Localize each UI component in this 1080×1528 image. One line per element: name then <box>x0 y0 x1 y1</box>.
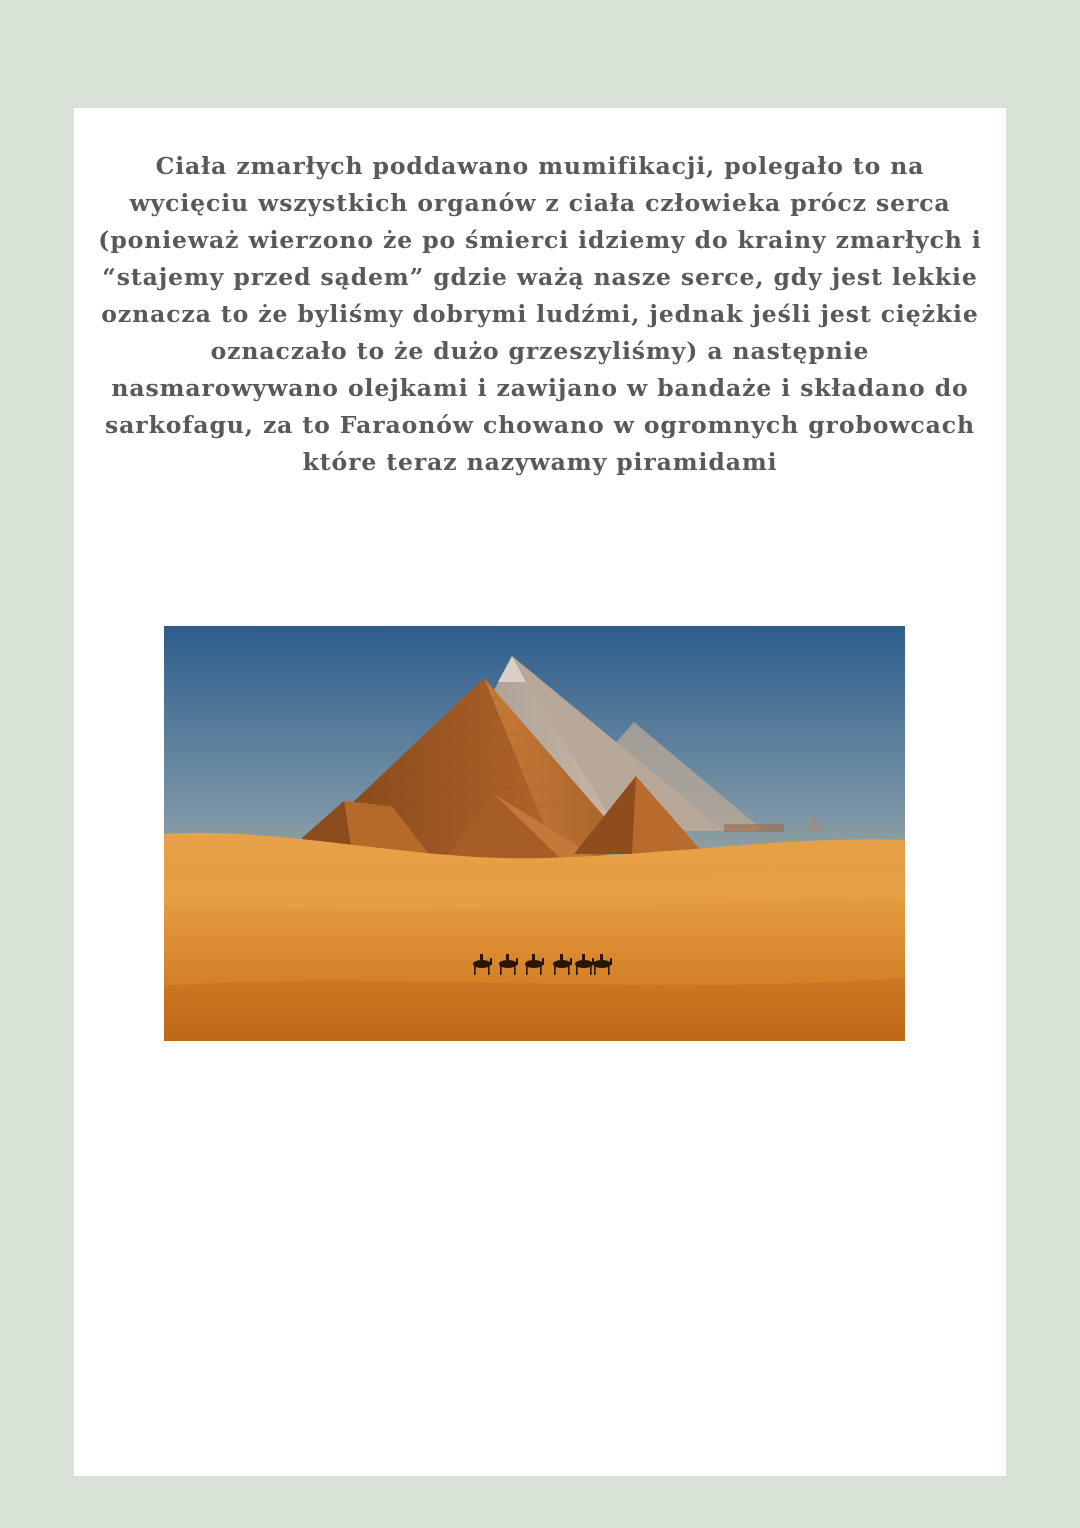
pyramids-photo <box>164 626 905 1041</box>
sand-foreground-shadow <box>164 978 905 1041</box>
distant-ruins <box>724 824 784 832</box>
document-sheet <box>74 108 1006 1476</box>
body-paragraph: Ciała zmarłych poddawano mumifikacji, polegało to na wycięciu wszystkich organów z ciała człowieka prócz serca (ponieważ wierzono że po śmierci idziemy do krainy zmarłych i “stajemy przed sądem” gdzie ważą nasze serce, gdy jest lekkie oznacza to że byliśmy dobrymi ludźmi, jednak jeśli jest ciężkie oznaczało to że dużo grzeszyliśmy) a następnie nasmarowywano olejkami i zawijano w bandaże i składano do sarkofagu, za to Faraonów chowano w ogromnych grobowcach które teraz nazywamy piramidami <box>98 152 982 476</box>
